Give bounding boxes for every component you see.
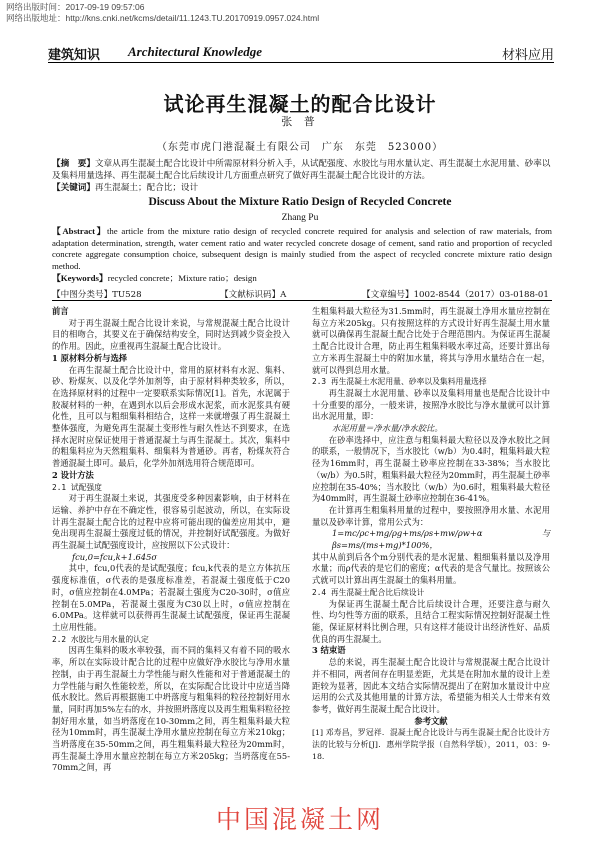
paragraph: 总的来说，再生混凝土配合比设计与常规混凝土配合比设计并不相同，两者间存在明显差距，尤其是在附加水量的设计上差距较为显著，因此本文结合实际情况提出了在附加水量设计中应运用的公式及其他用量的计算方法，希望能为相关人士带来有效参考，做好再生混凝土配合比设计。 <box>312 657 550 714</box>
paper-title: 试论再生混凝土的配合比设计 <box>163 92 437 116</box>
journal-name-cn: 建筑知识 <box>48 47 101 62</box>
watermark: 中国混凝土网 <box>215 805 384 834</box>
section-heading: 参考文献 <box>414 715 448 726</box>
paper-author: 张 普 <box>281 115 319 128</box>
abstract-cn-text: 文章从再生混凝土配合比设计中所需原材料分析入手，从试配强度、水胶比与用水量认定、再生混凝土水泥用量、砂率以及集料用量选择、再生混凝土配合比后续设计几方面重点研究了做好再生混凝土配合比设计的方法。 <box>52 159 551 181</box>
pub-time: 网络出版时间：2017-09-19 09:57:06 <box>6 2 145 12</box>
section-heading: 1 原材料分析与选择 <box>52 352 128 363</box>
paragraph: 因再生集料的吸水率较强，而不同的集料又有着不同的吸水率，所以在实际设计配合比的过程中应做好净水胶比与净用水量控制，由于再生混凝土力学性能与耐久性能和对于普通混凝土的力学性能与耐久性能较差，所以，在实际配合比设计中应适当降低水胶比。然后再根据施工中坍落度与粗集料的粒径控制好用水量，同时再加5%左右的水，并按照坍落度以及再生粗集料粒径控制好用水量，如当坍落度在10-30mm之间，再生粗集料最大粒径为10mm时，再生混凝土净用水量应控制在每立方米210kg；当坍落度在35-50mm之间，再生粗集料最大粒径为20mm时，再生混凝土净用水量应控制在每立方米205kg；当坍落度在55-70mm之间，再 <box>52 645 290 773</box>
right-column <box>312 306 550 762</box>
abstract-en-label: 【Abstract】 <box>52 226 107 236</box>
abstract-cn <box>52 158 552 182</box>
section-heading: 2.1 试配强度 <box>52 482 102 492</box>
keywords-cn <box>52 182 552 194</box>
section-name: 材料应用 <box>501 47 554 62</box>
paragraph: 其中从前到后各个m分别代表的是水泥量、粗细集料量以及净用水量；而ρ代表的是它们的密度；α代表的是含气量比。按照该公式就可以计算出再生混凝土的集料用量。 <box>312 551 550 586</box>
keywords-en-label: 【Keywords】 <box>52 273 108 283</box>
running-header <box>48 44 554 63</box>
english-author: Zhang Pu <box>281 213 319 223</box>
formula: fcu,0=fcu,k+1.645σ <box>72 551 158 562</box>
paragraph: 对于再生混凝土来说，其强度受多种因素影响，由于材料在运输、养护中存在不确定性，很容易引起波动，所以，在实际设计再生混凝土配合比的过程中应将可能出现的偏差应用其中，避免出现再生混凝土强度过低的情况，并控制好试配强度。为做好再生混凝土试配强度设计，应按照以下公式设计： <box>52 493 290 551</box>
section-heading: 2.4 再生混凝土配合比后续设计 <box>312 587 425 597</box>
abstract-en <box>52 226 552 272</box>
paragraph: 生粗集料最大粒径为31.5mm时，再生混凝土净用水量应控制在每立方米205kg。只有按照这样的方式设计好再生混凝土用水量就可以确保再生混凝土配合比处于合理范围内。为保证再生混凝土配合比设计合理，防止再生粗集料吸水率过高，还要计算出每立方米再生混凝土中的附加水量，将其与净用水量结合在一起，就可以得到总用水量。 <box>312 306 550 375</box>
paragraph: 为保证再生混凝土配合比后续设计合理，还要注意与耐久性、均匀性等方面的联系，且结合工程实际情况控制好混凝土性能，保证原材料比例合理，只有这样才能设计出经济性好、品质优良的再生混凝土。 <box>312 598 550 644</box>
paragraph: 对于再生混凝土配合比设计来说，与常规混凝土配合比设计目的相吻合，其要义在于确保结构安全，同时达到减少资金投入的作用。因此，应重视再生混凝土配合比设计。 <box>52 317 290 352</box>
affiliation: （东莞市虎门港混凝土有限公司 广东 东莞 523000） <box>156 142 444 153</box>
english-title: Discuss About the Mixture Ratio Design of Recycled Concrete <box>148 196 452 208</box>
section-heading: 2 设计方法 <box>52 469 94 480</box>
paragraph: 在计算再生粗集料用量的过程中，要按照净用水量、水泥用量以及砂率计算，常用公式为： <box>312 504 550 527</box>
clc-number: 【中图分类号】TU528 <box>52 290 142 300</box>
section-heading: 2.2 水胶比与用水量的认定 <box>52 634 149 644</box>
keywords-en-text: recycled concrete；Mixture ratio；design <box>107 273 257 283</box>
left-column <box>52 306 290 774</box>
reference-item: [1] 邓寿昌，罗冠祥．混凝土配合比设计与再生混凝土配合比设计方法的比较与分析[J]．惠州学院学报（自然科学版），2011，03：9-18. <box>312 728 550 761</box>
keywords-cn-text: 再生混凝土；配合比；设计 <box>94 183 199 193</box>
section-heading: 前言 <box>52 306 69 316</box>
doc-code: 【文献标识码】A <box>220 290 287 300</box>
paragraph: 在砂率选择中，应注意与粗集料最大粒径以及净水胶比之间的联系，一般情况下，当水胶比（w/b）为0.4时，粗集料最大粒径为16mm时，再生混凝土砂率应控制在33-38%；当水胶比（w/b）为0.5时，粗集料最大粒径为20mm时，再生混凝土砂率应控制在35-40%；当水胶比（w/b）为0.6时，粗集料最大粒径为40mm时，再生混凝土砂率应控制在36-41%。 <box>312 434 550 504</box>
section-heading: 2.3 再生混凝土水泥用量、砂率以及集料用量选择 <box>312 377 487 387</box>
paragraph: 其中，fcu,0代表的是试配强度；fcu,k代表的是立方体抗压强度标准值，σ代表的是强度标准差，若混凝土强度低于C20时，σ值应控制在4.0MPa；若混凝土强度为C20-30时，σ值应控制在5.0MPa，若混凝土强度为C30以上时，σ值应控制在6.0MPa。这样就可以获得再生混凝土试配强度，保证再生混凝土应用性能。 <box>52 563 290 632</box>
paragraph: 在再生混凝土配合比设计中，常用的原材料有水泥、集料、砂、粉煤灰、以及化学外加剂等，由于原材料种类较多，所以，在选择原材料的过程中一定要联系实际情况[1]。首先，水泥属于胶凝材料的一种，在遇到水以后会形成水泥浆，而水泥浆具有硬化性，且可以与粗细集料相结合，这样一来就增强了再生混凝土整体强度，为避免再生混凝土变形性与耐久性达不到要求，在选择水泥时应保证使用于普通混凝土与再生混凝土。其次，集料中的粗集料应为天然粗集料、细集料为普通砂。再者，粉煤灰符合普通混凝土即可。最后，化学外加剂选用符合规范即可。 <box>52 364 290 469</box>
keywords-en <box>52 273 552 285</box>
article-number: 【文章编号】1002-8544（2017）03-0188-01 <box>362 290 549 300</box>
abstract-cn-label: 【摘 要】 <box>52 159 95 169</box>
abstract-en-text: the article from the mixture ratio design of recycled concrete required for analysis and selection of raw materials, from adaptation determination, strength, water cement ratio and water recycled concrete dosage of cement, sand ratio and proportion of recycled concrete aggregate consumption choice, subsequent design is mainly studied from the aspect of recycled concrete mixture ratio design method. <box>52 226 552 271</box>
journal-name-en: Architectural Knowledge <box>128 44 262 59</box>
paragraph: 再生混凝土水泥用量、砂率以及集料用量也是配合比设计中十分重要的部分，一般来讲，按照净水胶比与净水量就可以计算出水泥用量，即： <box>312 387 550 422</box>
pub-url: 网络出版地址：http://kns.cnki.net/kcms/detail/11.1243.TU.20170919.0957.024.html <box>6 13 320 23</box>
formula: 1=mc/ρc+mg/ρg+ms/ρs+mw/ρw+α 与 βs=ms/(ms+mg)*100%， <box>332 528 550 551</box>
formula: 水泥用量＝净水量/净水胶比。 <box>332 423 443 434</box>
section-heading: 3 结束语 <box>312 645 346 656</box>
keywords-cn-label: 【关键词】 <box>52 183 95 193</box>
classification-line <box>52 288 552 301</box>
